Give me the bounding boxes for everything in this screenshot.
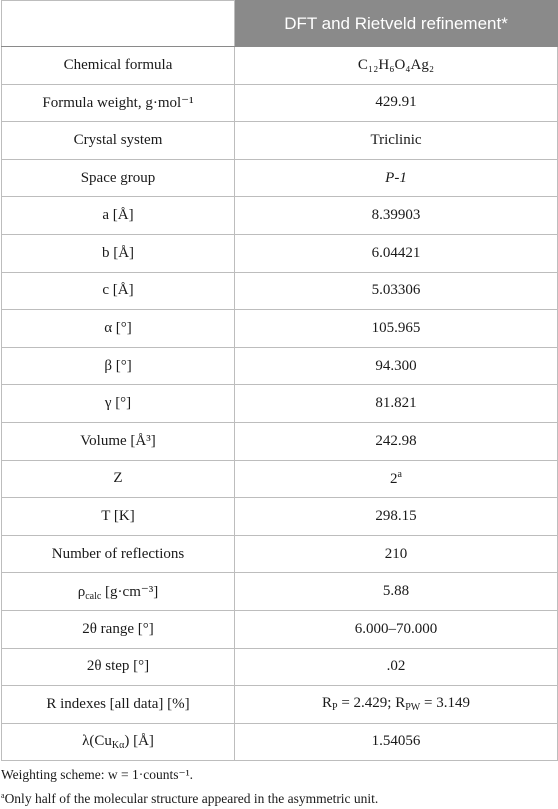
rho-symbol: ρ <box>77 583 86 600</box>
table-row <box>2 498 558 536</box>
rpw-value: = 3.149 <box>420 695 470 712</box>
table-row <box>2 122 558 160</box>
table-row <box>2 573 558 611</box>
calc-subscript: calc <box>85 590 102 602</box>
table-header-row <box>2 1 558 47</box>
header-empty-cell <box>2 1 235 47</box>
row-label: c [Å] <box>2 272 235 310</box>
row-label: 2θ step [°] <box>2 648 235 686</box>
table-footnotes <box>1 764 558 809</box>
rp-symbol: R <box>322 695 333 712</box>
row-value: 105.965 <box>235 310 558 348</box>
wavelength-unit: ) [Å] <box>124 732 154 749</box>
footnote-a-text: Only half of the molecular structure appeared in the asymmetric unit. <box>4 791 379 807</box>
row-label: Chemical formula <box>2 47 235 85</box>
table-row <box>2 84 558 122</box>
rpw-subscript: PW <box>405 702 421 714</box>
row-label <box>2 723 235 761</box>
rp-value: = 2.429; <box>337 695 396 712</box>
row-value: Triclinic <box>235 122 558 160</box>
row-label: T [K] <box>2 498 235 536</box>
table-row <box>2 460 558 498</box>
row-value: 6.000–70.000 <box>235 610 558 648</box>
density-unit: [g·cm⁻³] <box>101 583 159 600</box>
table-row <box>2 47 558 85</box>
row-label: Volume [Å³] <box>2 422 235 460</box>
row-label: Number of reflections <box>2 535 235 573</box>
row-value: .02 <box>235 648 558 686</box>
row-value: 429.91 <box>235 84 558 122</box>
table-row <box>2 686 558 724</box>
row-label: Crystal system <box>2 122 235 160</box>
lambda-symbol: λ(Cu <box>82 732 112 749</box>
row-value: 8.39903 <box>235 197 558 235</box>
row-label: Space group <box>2 159 235 197</box>
row-value <box>235 686 558 724</box>
row-value: P-1 <box>235 159 558 197</box>
row-label: γ [°] <box>2 385 235 423</box>
row-value: 94.300 <box>235 347 558 385</box>
table-row <box>2 723 558 761</box>
row-value: 6.04421 <box>235 234 558 272</box>
row-label: β [°] <box>2 347 235 385</box>
kalpha-subscript: Kα <box>111 739 125 751</box>
row-label: R indexes [all data] [%] <box>2 686 235 724</box>
row-value <box>235 460 558 498</box>
z-value: 2 <box>390 471 398 488</box>
row-label: Z <box>2 460 235 498</box>
footnote-a-marker: a <box>1 791 5 801</box>
row-label: α [°] <box>2 310 235 348</box>
footnote-a <box>1 785 558 809</box>
table-row <box>2 648 558 686</box>
row-label: 2θ range [°] <box>2 610 235 648</box>
row-label: a [Å] <box>2 197 235 235</box>
row-value: 210 <box>235 535 558 573</box>
row-value: 5.03306 <box>235 272 558 310</box>
row-value: 1.54056 <box>235 723 558 761</box>
crystal-data-table <box>1 0 558 761</box>
table-row <box>2 610 558 648</box>
weighting-scheme-note: Weighting scheme: w = 1·counts⁻¹. <box>1 767 194 783</box>
header-dft-rietveld: DFT and Rietveld refinement* <box>235 1 558 47</box>
table-row <box>2 197 558 235</box>
row-label: Formula weight, g·mol⁻¹ <box>2 84 235 122</box>
row-value: 298.15 <box>235 498 558 536</box>
table-row <box>2 422 558 460</box>
row-label <box>2 573 235 611</box>
table-row <box>2 347 558 385</box>
table-row <box>2 385 558 423</box>
footnote-marker: a <box>397 469 402 481</box>
table-row <box>2 159 558 197</box>
row-label: b [Å] <box>2 234 235 272</box>
row-value: C₁₂H₆O₄Ag₂ <box>235 47 558 85</box>
row-value: 242.98 <box>235 422 558 460</box>
table-row <box>2 535 558 573</box>
rp-subscript: P <box>332 702 338 714</box>
table-row <box>2 272 558 310</box>
rpw-symbol: R <box>395 695 406 712</box>
table-row <box>2 234 558 272</box>
row-value: 5.88 <box>235 573 558 611</box>
table-row <box>2 310 558 348</box>
row-value: 81.821 <box>235 385 558 423</box>
